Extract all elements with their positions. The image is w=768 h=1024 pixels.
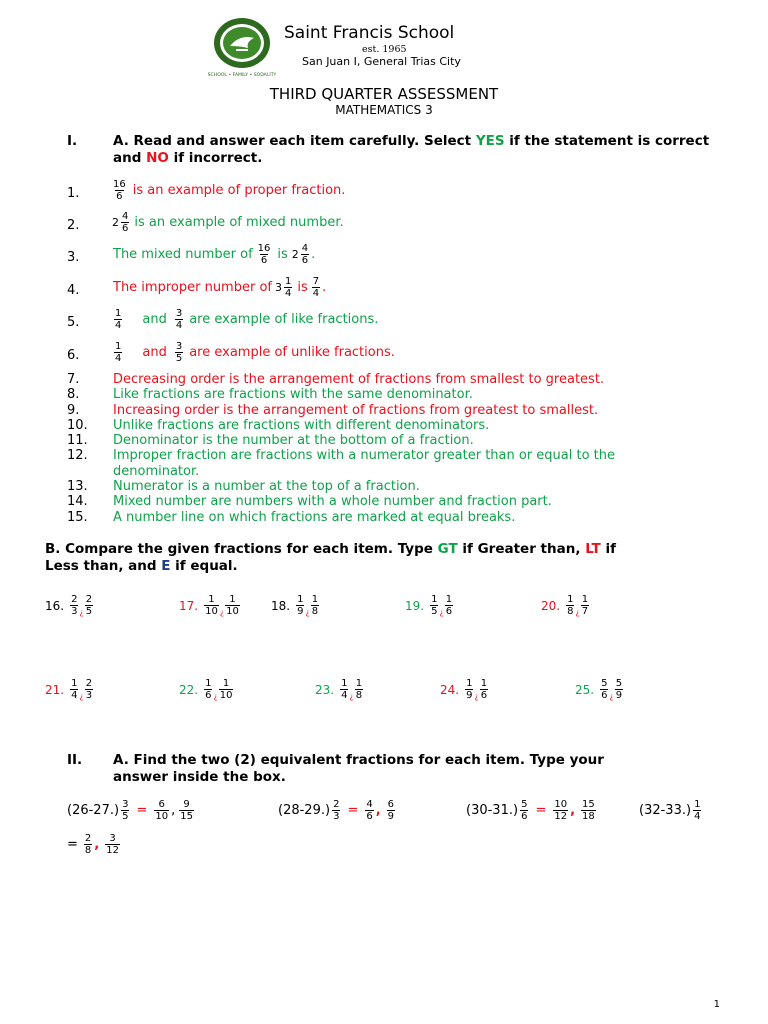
answer-fraction[interactable]: $\frac{2}{8}$ [84, 833, 92, 856]
item-text: and [142, 345, 167, 360]
part-2-numeral: II. [67, 752, 83, 768]
item-text: Unlike fractions are fractions with different denominators. [113, 417, 490, 433]
part-b-instruction [45, 541, 725, 575]
answer-blank[interactable]: ¿ [575, 608, 580, 617]
subject-title: MATHEMATICS 3 [335, 103, 433, 117]
item-text: Mixed number are numbers with a whole number and fraction part. [113, 494, 552, 510]
item-label: (28-29.) [278, 803, 331, 818]
compare-item-number: 18. [271, 598, 291, 613]
item-text: is an example of proper fraction. [132, 183, 346, 198]
list-item [67, 494, 727, 509]
item-text: A number line on which fractions are marked at equal breaks. [113, 509, 516, 525]
fraction: $\frac{5}{6}$ [521, 799, 528, 822]
compare-item[interactable] [271, 594, 321, 617]
item-text: Numerator is a number at the top of a fraction. [113, 479, 420, 495]
established-year: est. 1965 [362, 44, 407, 55]
item-1 [110, 179, 345, 202]
fraction: $\frac{2}{3}$ [333, 799, 340, 822]
item-number: 1. [67, 186, 80, 201]
item-number: 2. [67, 218, 80, 233]
item-2 [112, 211, 344, 234]
list-item [67, 433, 727, 448]
item-number: 8. [67, 387, 80, 403]
item-number: 12. [67, 448, 88, 464]
mixed-number: 2 $\frac{4}{6}$ [112, 211, 129, 234]
comma: , [94, 837, 100, 852]
item-number: 15. [67, 509, 88, 525]
answer-blank[interactable]: ¿ [219, 608, 225, 617]
list-item [67, 479, 727, 494]
fraction: $\frac{2}{3}$ [85, 678, 93, 701]
e-keyword: E [161, 558, 171, 574]
answer-fraction[interactable]: $\frac{10}{12}$ [554, 799, 568, 822]
compare-item[interactable] [440, 678, 490, 701]
item-text: Improper fraction are fractions with a numerator greater than or equal to the denominator. [113, 448, 616, 479]
item-text: The mixed number of [113, 247, 253, 262]
item-label: (26-27.) [67, 803, 120, 818]
fraction: $\frac{1}{8}$ [311, 594, 319, 617]
yes-keyword: YES [475, 133, 505, 149]
item-text: is [297, 280, 308, 295]
equiv-item-26-27: (26-27.) $\frac{3}{5}$ = $\frac{6}{10}$ , $\frac{9}{15}$ [67, 799, 193, 822]
fraction: $\frac{1}{6}$ [445, 594, 453, 617]
school-name: Saint Francis School [284, 23, 455, 43]
item-label: (32-33.) [639, 803, 692, 818]
fraction: $\frac{5}{9}$ [615, 678, 623, 701]
compare-item[interactable] [45, 678, 95, 701]
equals-sign: = [347, 803, 359, 818]
compare-item-number: 16. [45, 598, 65, 613]
instruction-text: if incorrect. [168, 150, 263, 166]
fraction: $\frac{1}{4}$ [341, 678, 348, 701]
item-text: Increasing order is the arrangement of fractions from greatest to smallest. [113, 402, 599, 418]
compare-item-number: 22. [179, 682, 199, 697]
list-item [67, 372, 727, 387]
part-2-instruction [113, 752, 723, 786]
compare-item-number: 21. [45, 682, 65, 697]
fraction: $\frac{1}{4}$ [115, 308, 122, 331]
equals-sign: = [535, 803, 547, 818]
list-item [67, 403, 727, 418]
item-number: 3. [67, 250, 80, 265]
compare-item[interactable] [541, 594, 591, 617]
comma: , [570, 803, 576, 818]
list-item [67, 448, 727, 479]
mixed-number: 2 $\frac{4}{6}$ [291, 243, 309, 266]
item-text: are example of like fractions. [189, 312, 379, 327]
item-number: 14. [67, 494, 88, 510]
item-number: 10. [67, 417, 88, 433]
fraction: $\frac{1}{10}$ [205, 594, 218, 617]
assessment-title: THIRD QUARTER ASSESSMENT [269, 85, 499, 103]
list-item [67, 418, 727, 433]
fraction: $\frac{1}{10}$ [226, 594, 239, 617]
compare-item[interactable] [575, 678, 625, 701]
logo-motto: SCHOOL • FAMILY • SODALITY [207, 73, 277, 78]
fraction: $\frac{1}{8}$ [355, 678, 363, 701]
answer-fraction[interactable]: $\frac{9}{15}$ [180, 799, 193, 822]
item-number: 7. [67, 372, 80, 387]
compare-item-number: 20. [541, 598, 561, 613]
fraction: $\frac{1}{6}$ [205, 678, 212, 701]
part-1-numeral: I. [67, 133, 78, 149]
item-text: Like fractions are fractions with the same denominator. [113, 387, 473, 403]
answer-fraction[interactable]: $\frac{6}{9}$ [387, 799, 395, 822]
answer-fraction[interactable]: $\frac{15}{18}$ [582, 799, 595, 822]
comma: , [375, 803, 381, 818]
answer-blank[interactable]: ¿ [305, 608, 310, 617]
item-number: 4. [67, 283, 80, 298]
fraction: $\frac{3}{5}$ [175, 341, 183, 364]
item-5 [112, 308, 378, 331]
fraction: $\frac{2}{3}$ [71, 594, 78, 617]
item-4: The improper number of 3 $\frac{1}{4}$ is $\frac{7}{4}$ . [113, 276, 327, 299]
compare-item-number: 23. [315, 682, 335, 697]
fraction: $\frac{7}{4}$ [312, 276, 320, 299]
instruction-text: if the statement is correct and [113, 133, 710, 166]
item-number: 13. [67, 479, 88, 495]
answer-fraction[interactable]: $\frac{6}{10}$ [155, 799, 169, 822]
compare-item-number: 17. [179, 598, 199, 613]
answer-blank[interactable]: ¿ [79, 608, 84, 617]
part-1-instruction [113, 133, 723, 167]
mixed-number: 3 $\frac{1}{4}$ [274, 276, 292, 299]
fraction: $\frac{1}{10}$ [219, 678, 233, 701]
item-text: Decreasing order is the arrangement of fractions from smallest to greatest. [113, 372, 605, 387]
compare-item[interactable] [405, 594, 455, 617]
fraction: $\frac{1}{8}$ [567, 594, 574, 617]
instruction-text: A. Find the two (2) equivalent fractions for each item. Type your [113, 752, 604, 768]
equiv-item-30-31 [466, 799, 598, 822]
lt-keyword: LT [585, 541, 601, 557]
fraction: $\frac{1}{4}$ [71, 678, 78, 701]
instruction-text: if equal. [170, 558, 238, 574]
fraction: $\frac{1}{4}$ [694, 799, 701, 822]
instruction-text: B. Compare the given fractions for each item. Type [45, 541, 438, 557]
school-address: San Juan I, General Trias City [302, 55, 461, 68]
list-item [67, 510, 727, 525]
no-keyword: NO [146, 150, 169, 166]
fraction: $\frac{1}{9}$ [466, 678, 473, 701]
compare-item-number: 19. [405, 598, 425, 613]
fraction: $\frac{16}{6}$ [113, 179, 126, 202]
compare-item[interactable] [179, 678, 235, 701]
fraction: $\frac{1}{7}$ [581, 594, 589, 617]
answer-blank[interactable]: ¿ [609, 692, 614, 701]
item-text: are example of unlike fractions. [189, 345, 395, 360]
answer-blank[interactable]: ¿ [79, 692, 84, 701]
fraction: $\frac{1}{4}$ [115, 341, 122, 364]
compare-item[interactable] [315, 678, 365, 701]
item-number: 11. [67, 433, 88, 449]
gt-keyword: GT [437, 541, 458, 557]
answer-blank[interactable]: ¿ [213, 692, 218, 701]
item-6 [112, 341, 395, 364]
fraction: $\frac{1}{9}$ [297, 594, 304, 617]
instruction-text: Less than, and [45, 558, 162, 574]
fraction: $\frac{2}{5}$ [85, 594, 93, 617]
item-text: is [277, 247, 288, 262]
answer-fraction[interactable]: $\frac{4}{6}$ [366, 799, 373, 822]
fraction: $\frac{5}{6}$ [601, 678, 608, 701]
statement-list [67, 372, 727, 525]
fraction: $\frac{3}{4}$ [175, 308, 183, 331]
school-logo [206, 16, 278, 78]
instruction-text: if [600, 541, 616, 557]
equals-sign: = [136, 803, 148, 818]
page-number: 1 [713, 999, 720, 1010]
item-number: 9. [67, 402, 80, 418]
item-text: is an example of mixed number. [134, 215, 344, 230]
item-number: 6. [67, 348, 80, 363]
equals-sign: = [67, 837, 78, 852]
answer-fraction[interactable]: $\frac{3}{12}$ [106, 833, 119, 856]
fraction: $\frac{3}{5}$ [122, 799, 129, 822]
instruction-text: if Greater than, [457, 541, 586, 557]
item-label: (30-31.) [466, 803, 519, 818]
fraction: $\frac{1}{6}$ [480, 678, 488, 701]
item-text: The improper number of [113, 280, 272, 295]
answer-blank[interactable]: ¿ [349, 692, 354, 701]
compare-item-number: 25. [575, 682, 595, 697]
equiv-item-32-33 [639, 799, 703, 822]
equiv-item-32-33-answers [67, 833, 122, 856]
item-text: and [142, 312, 167, 327]
compare-item-number: 24. [440, 682, 460, 697]
fraction: $\frac{1}{5}$ [431, 594, 438, 617]
item-number: 5. [67, 315, 80, 330]
fraction: $\frac{16}{6}$ [257, 243, 271, 266]
item-3: The mixed number of $\frac{16}{6}$ is 2 $\frac{4}{6}$ . [113, 243, 316, 266]
equiv-item-28-29 [278, 799, 397, 822]
compare-item[interactable] [179, 594, 242, 617]
item-text: Denominator is the number at the bottom of a fraction. [113, 433, 474, 449]
list-item [67, 387, 727, 402]
instruction-text: A. Read and answer each item carefully. Select [113, 133, 476, 149]
answer-blank[interactable]: ¿ [474, 692, 479, 701]
answer-blank[interactable]: ¿ [439, 608, 444, 617]
instruction-text: answer inside the box. [113, 769, 286, 785]
compare-item[interactable] [45, 594, 95, 617]
